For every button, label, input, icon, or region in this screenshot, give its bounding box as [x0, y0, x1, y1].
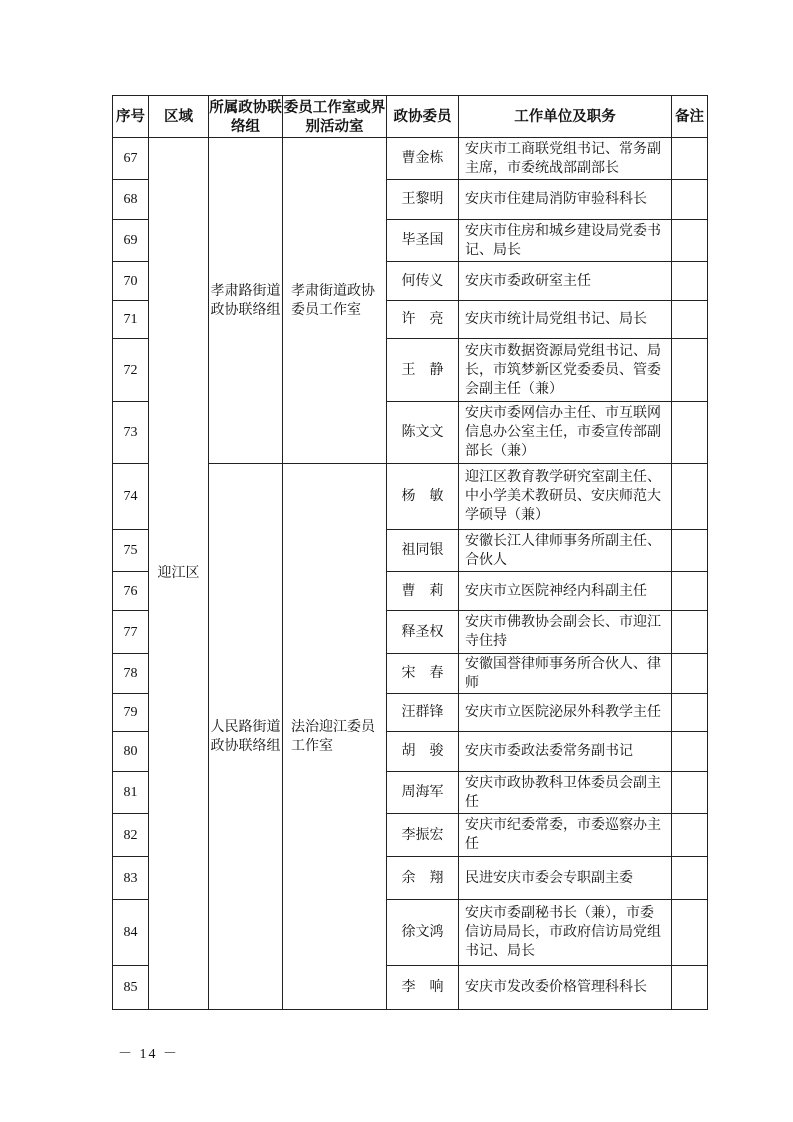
page-number: － 14 － — [118, 1047, 179, 1062]
position-cell: 安庆市数据资源局党组书记、局长，市筑梦新区党委委员、管委会副主任（兼） — [459, 339, 672, 402]
seq-cell: 75 — [113, 530, 149, 572]
remark-cell — [672, 402, 708, 464]
group-cell: 孝肃路街道政协联络组 — [209, 138, 283, 464]
position-cell: 安庆市发改委价格管理科科长 — [459, 966, 672, 1010]
seq-cell: 76 — [113, 572, 149, 611]
remark-cell — [672, 966, 708, 1010]
position-cell: 安庆市委政法委常务副书记 — [459, 732, 672, 772]
header-region: 区域 — [149, 96, 209, 138]
header-studio: 委员工作室或界别活动室 — [283, 96, 387, 138]
seq-cell: 68 — [113, 180, 149, 220]
position-cell: 安庆市佛教协会副会长、市迎江寺住持 — [459, 611, 672, 654]
remark-cell — [672, 611, 708, 654]
remark-cell — [672, 857, 708, 900]
member-name: 释圣权 — [387, 611, 459, 654]
member-name: 曹金栋 — [387, 138, 459, 180]
studio-cell: 孝肃街道政协委员工作室 — [283, 138, 387, 464]
seq-cell: 70 — [113, 262, 149, 301]
seq-cell: 74 — [113, 464, 149, 530]
remark-cell — [672, 572, 708, 611]
position-cell: 安庆市立医院泌尿外科教学主任 — [459, 694, 672, 732]
position-cell: 安庆市住建局消防审验科科长 — [459, 180, 672, 220]
position-cell: 安庆市立医院神经内科副主任 — [459, 572, 672, 611]
remark-cell — [672, 339, 708, 402]
remark-cell — [672, 301, 708, 339]
position-cell: 安庆市委政研室主任 — [459, 262, 672, 301]
remark-cell — [672, 732, 708, 772]
seq-cell: 67 — [113, 138, 149, 180]
member-name: 许 亮 — [387, 301, 459, 339]
header-seq: 序号 — [113, 96, 149, 138]
studio-cell: 法治迎江委员工作室 — [283, 464, 387, 1010]
remark-cell — [672, 180, 708, 220]
position-cell: 安庆市政协教科卫体委员会副主任 — [459, 772, 672, 814]
table-row — [113, 138, 708, 180]
seq-cell: 83 — [113, 857, 149, 900]
member-name: 杨 敏 — [387, 464, 459, 530]
position-cell: 安庆市统计局党组书记、局长 — [459, 301, 672, 339]
remark-cell — [672, 814, 708, 857]
seq-cell: 84 — [113, 900, 149, 966]
seq-cell: 69 — [113, 220, 149, 262]
member-name: 祖同银 — [387, 530, 459, 572]
header-group: 所属政协联络组 — [209, 96, 283, 138]
seq-cell: 81 — [113, 772, 149, 814]
member-name: 李振宏 — [387, 814, 459, 857]
position-cell: 安庆市工商联党组书记、常务副主席，市委统战部副部长 — [459, 138, 672, 180]
group-cell: 人民路街道政协联络组 — [209, 464, 283, 1010]
seq-cell: 73 — [113, 402, 149, 464]
remark-cell — [672, 694, 708, 732]
member-name: 王黎明 — [387, 180, 459, 220]
seq-cell: 79 — [113, 694, 149, 732]
remark-cell — [672, 530, 708, 572]
position-cell: 安徽长江人律师事务所副主任、合伙人 — [459, 530, 672, 572]
member-name: 徐文鸿 — [387, 900, 459, 966]
header-member: 政协委员 — [387, 96, 459, 138]
member-name: 曹 莉 — [387, 572, 459, 611]
member-name: 毕圣国 — [387, 220, 459, 262]
position-cell: 安庆市纪委常委，市委巡察办主任 — [459, 814, 672, 857]
remark-cell — [672, 772, 708, 814]
header-position: 工作单位及职务 — [459, 96, 672, 138]
member-name: 余 翔 — [387, 857, 459, 900]
remark-cell — [672, 464, 708, 530]
seq-cell: 80 — [113, 732, 149, 772]
member-name: 何传义 — [387, 262, 459, 301]
region-cell: 迎江区 — [149, 138, 209, 1010]
position-cell: 民进安庆市委会专职副主委 — [459, 857, 672, 900]
member-name: 周海军 — [387, 772, 459, 814]
seq-cell: 85 — [113, 966, 149, 1010]
position-cell: 安庆市委网信办主任、市互联网信息办公室主任，市委宣传部副部长（兼） — [459, 402, 672, 464]
seq-cell: 77 — [113, 611, 149, 654]
seq-cell: 78 — [113, 654, 149, 694]
position-cell: 安徽国誉律师事务所合伙人、律师 — [459, 654, 672, 694]
remark-cell — [672, 262, 708, 301]
header-row — [113, 96, 708, 138]
member-name: 宋 春 — [387, 654, 459, 694]
member-name: 王 静 — [387, 339, 459, 402]
position-cell: 迎江区教育教学研究室副主任、中小学美术教研员、安庆师范大学硕导（兼） — [459, 464, 672, 530]
member-name: 胡 骏 — [387, 732, 459, 772]
header-remark: 备注 — [672, 96, 708, 138]
remark-cell — [672, 138, 708, 180]
member-name: 陈文文 — [387, 402, 459, 464]
member-name: 李 响 — [387, 966, 459, 1010]
position-cell: 安庆市住房和城乡建设局党委书记、局长 — [459, 220, 672, 262]
seq-cell: 71 — [113, 301, 149, 339]
seq-cell: 82 — [113, 814, 149, 857]
remark-cell — [672, 220, 708, 262]
seq-cell: 72 — [113, 339, 149, 402]
member-name: 汪群锋 — [387, 694, 459, 732]
remark-cell — [672, 900, 708, 966]
member-table — [112, 95, 708, 1010]
position-cell: 安庆市委副秘书长（兼），市委信访局局长，市政府信访局党组书记、局长 — [459, 900, 672, 966]
remark-cell — [672, 654, 708, 694]
